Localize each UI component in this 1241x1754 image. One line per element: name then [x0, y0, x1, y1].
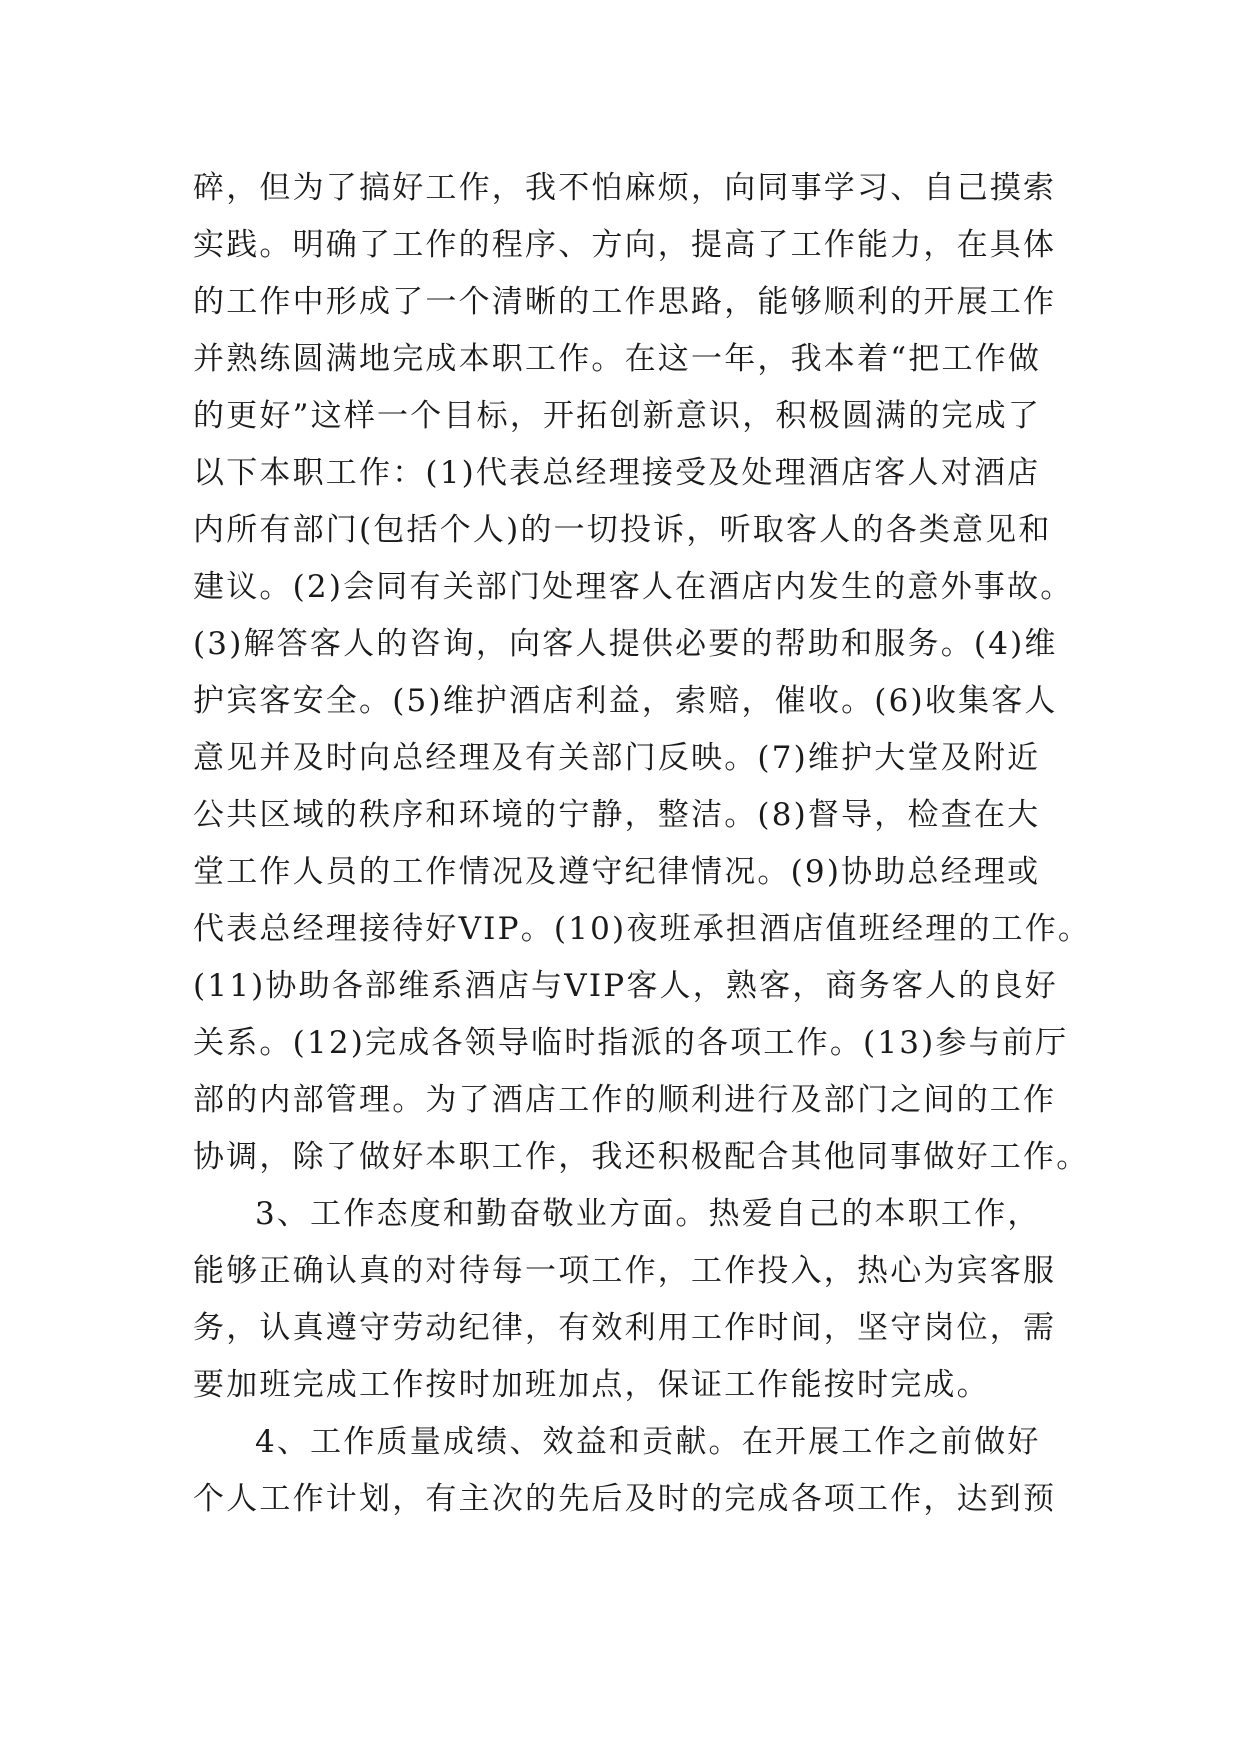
text-line: 4、工作质量成绩、效益和贡献。在开展工作之前做好 [255, 1424, 1041, 1460]
text-line: 的更好”这样一个目标，开拓创新意识，积极圆满的完成了 [193, 398, 1042, 434]
paragraph-duties [193, 160, 1092, 1186]
document-body [193, 160, 1092, 1528]
text-line: 堂工作人员的工作情况及遵守纪律情况。(9)协助总经理或 [193, 854, 1041, 890]
text-line: 个人工作计划，有主次的先后及时的完成各项工作，达到预 [193, 1481, 1057, 1517]
text-line: 协调，除了做好本职工作，我还积极配合其他同事做好工作。 [193, 1139, 1090, 1175]
text-line: 内所有部门(包括个人)的一切投诉，听取客人的各类意见和 [193, 512, 1052, 548]
text-line: 关系。(12)完成各领导临时指派的各项工作。(13)参与前厅 [193, 1025, 1069, 1061]
text-line: (11)协助各部维系酒店与VIP客人，熟客，商务客人的良好 [193, 968, 1058, 1004]
text-line: 公共区域的秩序和环境的宁静，整洁。(8)督导，检查在大 [193, 797, 1041, 833]
text-line: 3、工作态度和勤奋敬业方面。热爱自己的本职工作， [255, 1196, 1041, 1232]
text-line: 部的内部管理。为了酒店工作的顺利进行及部门之间的工作 [193, 1082, 1057, 1118]
text-line: 意见并及时向总经理及有关部门反映。(7)维护大堂及附近 [193, 740, 1041, 776]
text-line: 要加班完成工作按时加班加点，保证工作能按时完成。 [193, 1367, 990, 1403]
paragraph-quality [193, 1414, 1073, 1528]
text-line: 实践。明确了工作的程序、方向，提高了工作能力，在具体 [193, 227, 1057, 263]
text-line: 以下本职工作：(1)代表总经理接受及处理酒店客人对酒店 [193, 455, 1041, 491]
paragraph-attitude [193, 1186, 1073, 1414]
text-line: 务，认真遵守劳动纪律，有效利用工作时间，坚守岗位，需 [193, 1310, 1057, 1346]
text-line: (3)解答客人的咨询，向客人提供必要的帮助和服务。(4)维 [193, 626, 1058, 662]
text-line: 代表总经理接待好VIP。(10)夜班承担酒店值班经理的工作。 [193, 911, 1092, 947]
text-line: 建议。(2)会同有关部门处理客人在酒店内发生的意外事故。 [193, 569, 1074, 605]
text-line: 碎，但为了搞好工作，我不怕麻烦，向同事学习、自己摸索 [193, 170, 1057, 206]
text-line: 的工作中形成了一个清晰的工作思路，能够顺利的开展工作 [193, 284, 1057, 320]
text-line: 护宾客安全。(5)维护酒店利益，索赔，催收。(6)收集客人 [193, 683, 1058, 719]
text-line: 能够正确认真的对待每一项工作，工作投入，热心为宾客服 [193, 1253, 1057, 1289]
text-line: 并熟练圆满地完成本职工作。在这一年，我本着“把工作做 [193, 341, 1042, 377]
